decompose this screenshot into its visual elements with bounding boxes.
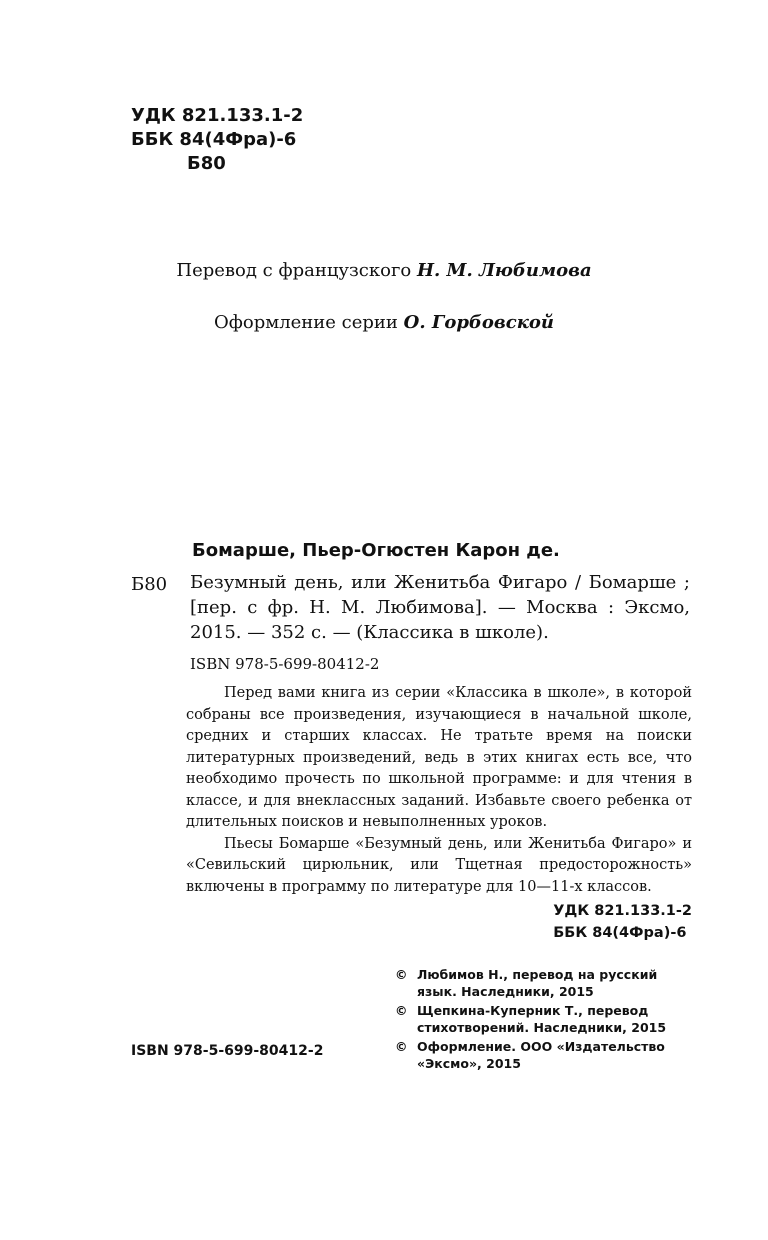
footer-udk-code: УДК 821.133.1-2 xyxy=(553,903,692,919)
isbn-catalog: ISBN 978-5-699-80412-2 xyxy=(190,655,380,673)
copyright-text: Щепкина-Куперник Т., перевод стихотворений. Наследники, 2015 xyxy=(417,1003,667,1035)
annotation xyxy=(186,683,692,898)
translator-name: Н. М. Любимова xyxy=(416,260,592,281)
isbn-bottom: ISBN 978-5-699-80412-2 xyxy=(131,1043,324,1059)
classification-codes xyxy=(131,104,303,176)
catalog-mark: Б80 xyxy=(131,574,168,595)
bibliographic-description: Безумный день, или Женитьба Фигаро / Бомарше ; [пер. с фр. Н. М. Любимова]. — Москва : Эксмо, 2015. — 352 с. — (Классика в школе). xyxy=(190,572,690,643)
copyright-icon: © xyxy=(395,1039,408,1054)
translation-label: Перевод с французского xyxy=(176,260,412,281)
design-label: Оформление серии xyxy=(214,312,398,333)
copyright-text: Оформление. ООО «Издательство «Эксмо», 2015 xyxy=(417,1039,665,1071)
author-heading: Бомарше, Пьер-Огюстен Карон де. xyxy=(192,540,560,561)
designer-name: О. Горбовской xyxy=(403,312,554,333)
design-credit xyxy=(0,312,768,333)
author-mark: Б80 xyxy=(187,153,226,174)
copyright-icon: © xyxy=(395,1003,408,1018)
footer-classification-codes xyxy=(553,900,692,944)
udk-code: УДК 821.133.1-2 xyxy=(131,105,304,126)
footer-bbk-code: ББК 84(4Фра)-6 xyxy=(553,925,687,941)
translation-credit xyxy=(0,260,768,281)
annotation-paragraph: Пьесы Бомарше «Безумный день, или Женитьба Фигаро» и «Севильский цирюльник, или Тщетная предосторожность» включены в программу по литературе для 10—11-х классов. xyxy=(186,835,692,895)
annotation-paragraph: Перед вами книга из серии «Классика в школе», в которой собраны все произведения, изучающиеся в начальной школе, средних и старших классах. Не тратьте время на поиски литературных произведений, ведь в этих книгах есть все, что необходимо прочесть по школьной программе: и для чтения в классе, и для внеклассных заданий. Избавьте своего ребенка от длительных поисков и невыполненных уроков. xyxy=(186,685,692,830)
copyright-item xyxy=(395,1038,695,1072)
copyright-icon: © xyxy=(395,967,408,982)
copyright-item xyxy=(395,966,695,1000)
copyright-notices xyxy=(395,966,695,1074)
copyright-text: Любимов Н., перевод на русский язык. Наследники, 2015 xyxy=(417,967,658,999)
copyright-item xyxy=(395,1002,695,1036)
bbk-code: ББК 84(4Фра)-6 xyxy=(131,129,297,150)
